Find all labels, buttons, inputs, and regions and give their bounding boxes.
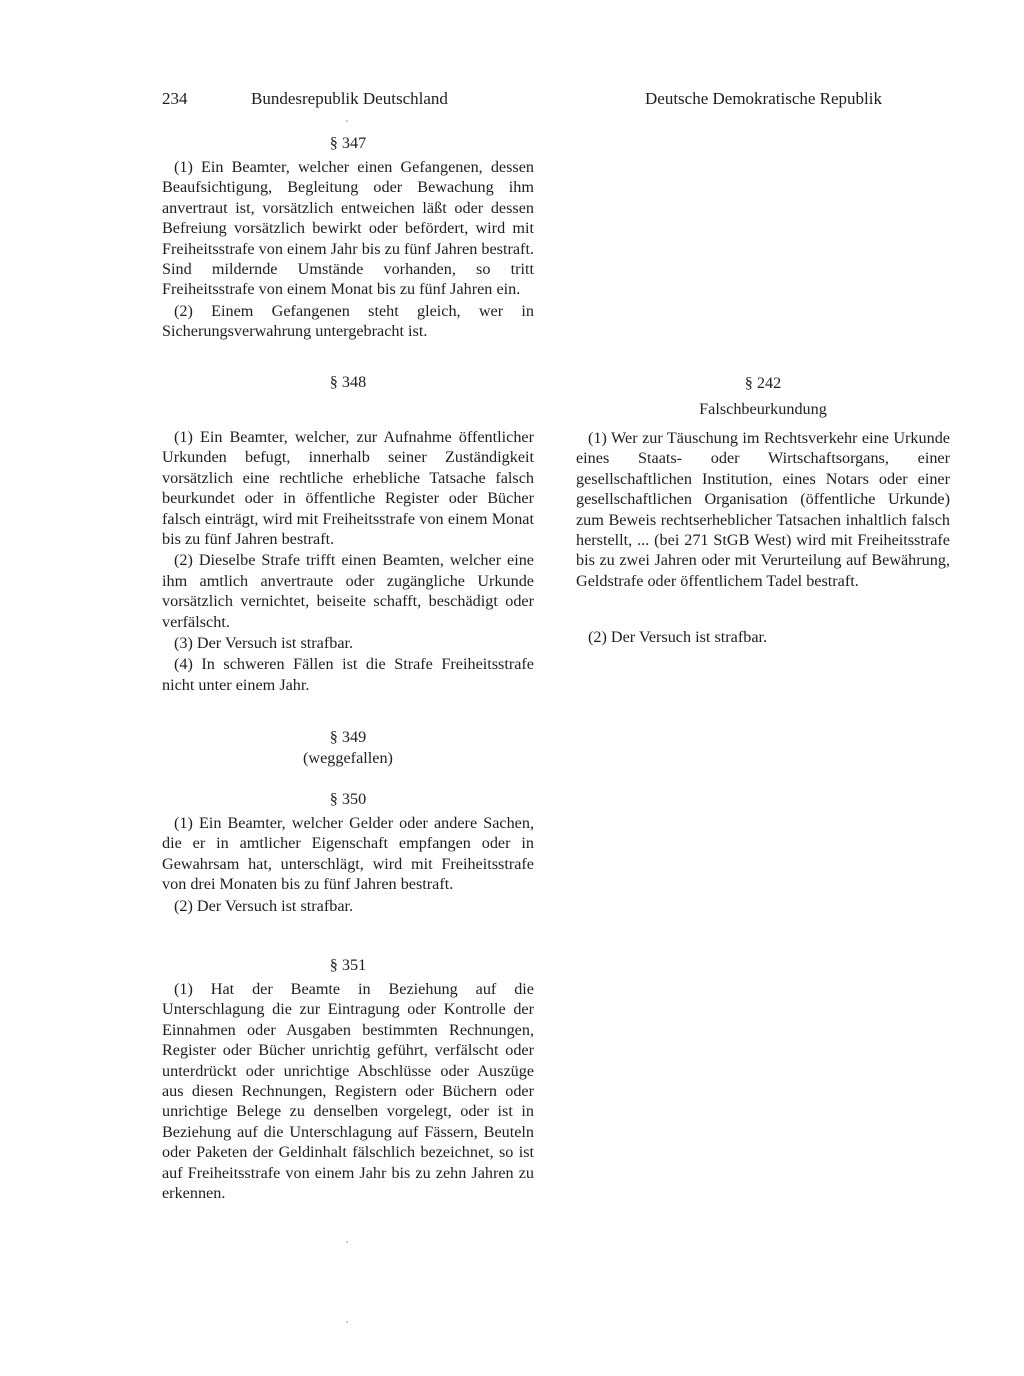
section-348-heading: § 348 xyxy=(329,373,367,391)
page-number: 234 xyxy=(162,89,188,108)
section-347-heading: § 347 xyxy=(329,134,367,152)
section-347-para-2: (2) Einem Gefangenen steht gleich, wer in Sicherungsverwahrung untergebracht ist. xyxy=(162,301,534,341)
section-242-para-2: (2) Der Versuch ist strafbar. xyxy=(588,628,768,646)
scan-speck xyxy=(346,120,348,122)
section-348-para-2: (2) Dieselbe Strafe trifft einen Beamten, welcher eine ihm amtlich anvertraute oder zugängliche Urkunde vorsätzlich vernichtet, beiseite schafft, beschädigt oder verfälscht. xyxy=(162,551,534,631)
scan-speck xyxy=(346,1321,348,1323)
section-347-para-1: (1) Ein Beamter, welcher einen Gefangenen, dessen Beaufsichtigung, Begleitung oder Bewachung ihm anvertraut ist, vorsätzlich entweichen läßt oder dessen Befreiung vorsätzlich bewirkt oder befördert, wird mit Freiheitsstrafe von einem Jahr bis zu fünf Jahren bestraft. Sind mildernde Umstände vorhanden, so tritt Freiheitsstrafe von einem Monat bis zu fünf Jahren ein. xyxy=(162,158,534,299)
section-348-body xyxy=(162,427,534,695)
section-242-subtitle: Falschbeurkundung xyxy=(699,400,827,418)
section-242-heading: § 242 xyxy=(744,374,782,392)
section-347-body xyxy=(162,157,534,342)
section-242-para-2-block xyxy=(576,627,950,647)
section-351-body xyxy=(162,979,534,1203)
scan-speck xyxy=(346,1241,348,1243)
section-242-para-1: (1) Wer zur Täuschung im Rechtsverkehr eine Urkunde eines Staats- oder Wirtschaftsorgans, einer gesellschaftlichen Institution, eines Notars oder einer gesellschaftlichen Organisation (öffentliche Urkunde) zum Beweis rechtserheblicher Tatsachen inhaltlich falsch herstellt, ... (bei 271 StGB West) wird mit Freiheitsstrafe bis zu zwei Jahren oder mit Verurteilung auf Bewährung, Geldstrafe oder öffentlichem Tadel bestraft. xyxy=(576,429,950,590)
section-351-heading: § 351 xyxy=(329,956,367,974)
section-350-para-1: (1) Ein Beamter, welcher Gelder oder andere Sachen, die er in amtlicher Eigenschaft empfangen oder in Gewahrsam hat, unterschlägt, wird mit Freiheitsstrafe von drei Monaten bis zu fünf Jahren bestraft. xyxy=(162,814,534,894)
right-column-title: Deutsche Demokratische Republik xyxy=(645,89,882,108)
section-350-body xyxy=(162,813,534,916)
section-348-para-1: (1) Ein Beamter, welcher, zur Aufnahme öffentlicher Urkunden befugt, innerhalb seiner Zuständigkeit vorsätzlich eine rechtliche erhebliche Tatsache falsch beurkundet oder in öffentliche Register oder Bücher falsch einträgt, wird mit Freiheitsstrafe von einem Monat bis zu fünf Jahren bestraft. xyxy=(162,428,534,549)
section-350-para-2: (2) Der Versuch ist strafbar. xyxy=(174,896,354,915)
section-351-para-1: (1) Hat der Beamte in Beziehung auf die Unterschlagung die zur Eintragung oder Kontrolle der Einnahmen oder Ausgaben bestimmten Rechnungen, Register oder Bücher unrichtig geführt, verfälscht oder unterdrückt oder unrichtige Abschlüsse oder Auszüge aus diesen Rechnungen, Registern oder Büchern oder unrichtige Belege zu denselben vorgelegt, oder ist in Beziehung auf die Unterschlagung auf Fässern, Beuteln oder Paketen der Geldinhalt fälschlich bezeichnet, so ist auf Freiheitsstrafe von einem Jahr bis zu zehn Jahren zu erkennen. xyxy=(162,980,534,1203)
section-348-para-4: (4) In schweren Fällen ist die Strafe Freiheitsstrafe nicht unter einem Jahr. xyxy=(162,655,534,694)
left-column-title: Bundesrepublik Deutschland xyxy=(251,89,448,108)
section-350-heading: § 350 xyxy=(329,790,367,808)
section-349-heading: § 349 xyxy=(329,728,367,746)
section-242-body xyxy=(576,428,950,591)
section-349-subtitle: (weggefallen) xyxy=(303,749,393,767)
section-348-para-3: (3) Der Versuch ist strafbar. xyxy=(174,634,354,653)
